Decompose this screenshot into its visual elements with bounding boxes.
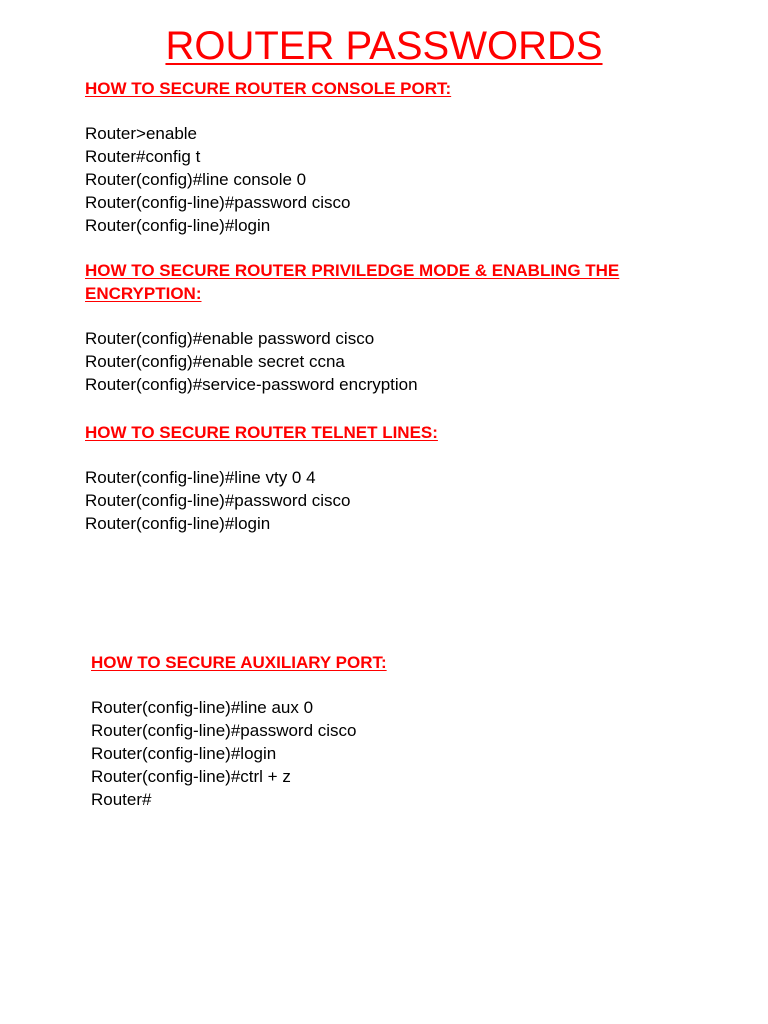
section-auxiliary-port <box>91 651 387 811</box>
page-title <box>0 20 768 72</box>
section-telnet-lines <box>85 421 438 535</box>
command-list <box>85 466 438 535</box>
command-line: Router(config-line)#ctrl + z <box>91 767 291 786</box>
command-list <box>91 696 387 811</box>
section-heading: HOW TO SECURE AUXILIARY PORT: <box>91 653 387 672</box>
command-list <box>85 327 675 396</box>
command-line: Router# <box>91 790 152 809</box>
command-line: Router(config-line)#login <box>85 216 271 235</box>
section-privilege-mode <box>85 259 675 396</box>
command-line: Router>enable <box>85 124 198 143</box>
command-line: Router(config)#service-password encryption <box>85 375 418 394</box>
command-line: Router(config)#enable password cisco <box>85 329 375 348</box>
command-line: Router(config)#enable secret ccna <box>85 352 345 371</box>
command-line: Router(config-line)#login <box>91 744 277 763</box>
command-list <box>85 122 451 237</box>
command-line: Router#config t <box>85 147 201 166</box>
section-heading: HOW TO SECURE ROUTER CONSOLE PORT: <box>85 79 452 98</box>
command-line: Router(config-line)#login <box>85 514 271 533</box>
command-line: Router(config-line)#line aux 0 <box>91 698 314 717</box>
section-heading: HOW TO SECURE ROUTER PRIVILEDGE MODE & ENABLING THE ENCRYPTION: <box>85 261 620 303</box>
section-heading: HOW TO SECURE ROUTER TELNET LINES: <box>85 423 438 442</box>
command-line: Router(config)#line console 0 <box>85 170 307 189</box>
command-line: Router(config-line)#password cisco <box>91 721 357 740</box>
section-console-port <box>85 77 451 237</box>
command-line: Router(config-line)#password cisco <box>85 193 351 212</box>
command-line: Router(config-line)#password cisco <box>85 491 351 510</box>
command-line: Router(config-line)#line vty 0 4 <box>85 468 316 487</box>
page-title-text: ROUTER PASSWORDS <box>165 24 603 68</box>
